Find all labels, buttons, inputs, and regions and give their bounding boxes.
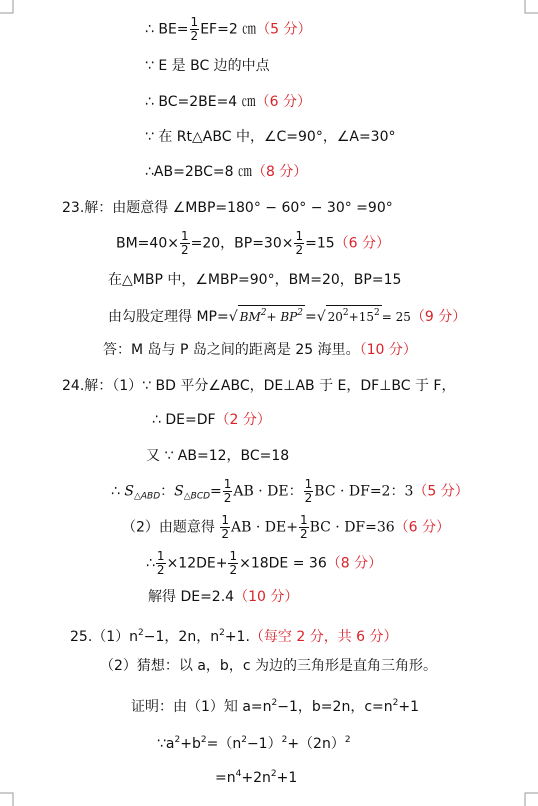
solution-line-de-df	[152, 410, 271, 430]
area-symbol: S	[124, 483, 134, 500]
radical-term: 20	[327, 310, 343, 324]
fraction-denominator: 2	[304, 491, 313, 505]
fraction-numerator: 1	[223, 477, 232, 491]
fraction-numerator: 1	[295, 229, 304, 243]
text-segment: +1.	[224, 629, 250, 645]
subscript: △BCD	[183, 491, 211, 502]
exponent: 2	[392, 698, 399, 708]
fraction-half	[304, 478, 314, 505]
radical-term: +15	[348, 310, 374, 324]
solution-line-right-triangle	[145, 127, 396, 147]
fraction-denominator: 2	[295, 243, 304, 257]
fraction-half	[294, 230, 304, 257]
solution-line-bc	[145, 92, 311, 112]
page-corner-mark-bottom-right	[524, 792, 538, 806]
exponent: 2	[200, 735, 207, 745]
fraction-numerator: 1	[190, 15, 199, 29]
equals-sign: =	[210, 483, 222, 500]
text-segment: ∴	[146, 555, 155, 572]
fraction-numerator: 1	[221, 513, 229, 527]
fraction-denominator: 2	[299, 527, 308, 541]
text-segment: ∴	[111, 483, 125, 500]
text-segment: 解得 DE=2.4	[148, 589, 235, 605]
fraction-half	[190, 16, 200, 43]
solution-line-equation	[146, 550, 382, 577]
text-segment: 23.解：由题意得 ∠MBP=180° − 60° − 30° =90°	[62, 200, 393, 216]
exponent: 2	[260, 308, 267, 318]
problem-23-answer	[103, 340, 417, 360]
text-segment: =（n	[206, 736, 242, 752]
page-corner-mark-bottom-left	[0, 792, 14, 806]
fraction-numerator: 1	[304, 477, 313, 491]
fraction-half	[228, 550, 238, 577]
text-segment: 25.（1）n	[70, 629, 139, 645]
fraction-numerator: 1	[180, 229, 189, 243]
text-segment: 由勾股定理得 MP=	[108, 309, 229, 325]
radical-expression	[238, 305, 305, 324]
solution-line-area-ratio	[111, 478, 469, 507]
text-segment: ∵ 在 Rt△ABC 中，∠C=90°，∠A=30°	[145, 129, 396, 145]
text-segment: 在△MBP 中，∠MBP=90°，BM=20，BP=15	[108, 272, 402, 288]
fraction-denominator: 2	[223, 491, 232, 505]
text-segment: （2）由题意得	[122, 519, 220, 536]
text-segment: ∵ E 是 BC 边的中点	[145, 58, 270, 74]
solution-line-conjecture	[100, 656, 437, 676]
text-segment: 证明：由（1）知 a=n	[131, 699, 272, 715]
text-segment: 又 ∵ AB=12，BC=18	[146, 448, 290, 464]
exponent: 2	[281, 735, 288, 745]
text-segment: +（2n）	[287, 736, 345, 752]
text-segment: +2n	[241, 770, 271, 786]
exponent: 2	[219, 628, 225, 638]
radical-expression	[326, 305, 382, 324]
solution-line-ab	[145, 162, 307, 182]
score-label: （5 分）	[413, 483, 469, 500]
exponent: 2	[241, 735, 247, 745]
problem-24-heading	[62, 376, 456, 396]
solution-line-result	[148, 587, 298, 607]
text-segment: EF=2 ㎝	[200, 21, 257, 38]
text-segment: =15	[305, 235, 335, 252]
text-segment: ×18DE = 36	[239, 555, 327, 572]
exponent: 2	[373, 308, 380, 318]
page-corner-mark-top-right	[524, 0, 538, 14]
score-label: （10 分）	[359, 342, 417, 358]
fraction-half	[156, 550, 166, 577]
text-segment: ∴AB=2BC=8 ㎝	[145, 164, 252, 180]
fraction-denominator: 2	[156, 563, 165, 577]
text-segment: −1，b=2n，c=n	[277, 699, 393, 715]
text-segment: =20，BP=30×	[190, 235, 294, 252]
solution-line-expanded	[215, 764, 297, 788]
text-segment: ：	[160, 483, 175, 500]
text-segment: BC · DF=36	[309, 519, 395, 536]
fraction-denominator: 2	[180, 243, 189, 257]
solution-line-part-2	[122, 514, 450, 541]
problem-25-heading	[70, 623, 398, 647]
score-label: （6 分）	[334, 235, 391, 252]
text-segment: BM=40×	[116, 235, 179, 252]
exponent: 2	[342, 308, 349, 318]
solution-line-sum-squares	[157, 730, 351, 754]
score-label: （8 分）	[251, 164, 308, 180]
exponent: 2	[271, 698, 278, 708]
solution-line-proof	[131, 693, 419, 717]
page-corner-mark-top-left	[0, 0, 14, 14]
score-label: （6 分）	[255, 94, 312, 110]
score-label: （每空 2 分，共 6 分）	[249, 629, 398, 645]
fraction-half	[223, 478, 233, 505]
exponent: 2	[344, 735, 351, 745]
score-label: （6 分）	[394, 519, 451, 536]
fraction-denominator: 2	[229, 563, 238, 577]
text-segment: ∵a	[157, 736, 175, 752]
solution-line-midpoint	[145, 56, 270, 76]
text-segment: ×12DE+	[166, 555, 228, 572]
fraction-numerator: 1	[156, 549, 165, 563]
text-segment: +1	[398, 699, 419, 715]
fraction-numerator: 1	[229, 549, 238, 563]
fraction-numerator: 1	[299, 513, 308, 527]
text-segment: +1	[276, 770, 298, 786]
text-segment: =n	[215, 770, 236, 786]
score-label: （8 分）	[326, 555, 383, 572]
score-label: （10 分）	[234, 589, 299, 605]
solution-line-ab-bc	[146, 446, 289, 466]
exponent: 4	[235, 769, 242, 779]
text-segment: −1，2n，n	[143, 629, 220, 645]
exponent: 2	[297, 308, 303, 318]
radical-sign: √	[316, 309, 326, 325]
text-segment: 24.解：（1）∵ BD 平分∠ABC，DE⊥AB 于 E，DF⊥BC 于 F，	[62, 378, 456, 394]
radical-term: BM	[239, 310, 261, 324]
equals-sign: =	[304, 309, 317, 325]
text-segment: AB · DE+	[231, 519, 298, 536]
problem-23-heading	[62, 198, 393, 218]
subscript: △ABD	[133, 491, 161, 502]
score-label: （2 分）	[215, 412, 271, 428]
text-segment: 答：M 岛与 P 岛之间的距离是 25 海里。	[103, 342, 360, 358]
exponent: 2	[270, 769, 277, 779]
text-segment: = 25	[381, 310, 411, 324]
text-segment: +b	[180, 736, 201, 752]
exponent: 2	[138, 628, 144, 638]
fraction-denominator: 2	[221, 527, 229, 541]
text-segment: ∴ DE=DF	[152, 412, 216, 428]
exponent: 2	[174, 735, 181, 745]
area-symbol: S	[174, 483, 184, 500]
fraction-half	[220, 514, 230, 541]
fraction-half	[299, 514, 309, 541]
fraction-half	[180, 230, 190, 257]
text-segment: BC · DF=2：3	[314, 483, 414, 500]
text-segment: ∴ BE=	[145, 21, 189, 38]
score-label: （5 分）	[256, 21, 312, 38]
solution-line-pythagoras	[108, 305, 466, 327]
fraction-denominator: 2	[190, 29, 199, 43]
radical-term: + BP	[266, 310, 298, 324]
text-segment: −1）	[246, 736, 282, 752]
radical-sign: √	[228, 309, 238, 325]
solution-line-triangle-mbp	[108, 270, 401, 290]
solution-line-be	[145, 16, 312, 43]
solution-line-bm-bp	[116, 230, 390, 257]
text-segment: （2）猜想：以 a，b，c 为边的三角形是直角三角形。	[100, 658, 437, 674]
text-segment: ∴ BC=2BE=4 ㎝	[145, 94, 256, 110]
text-segment: AB · DE：	[233, 483, 303, 500]
score-label: （9 分）	[410, 309, 467, 325]
